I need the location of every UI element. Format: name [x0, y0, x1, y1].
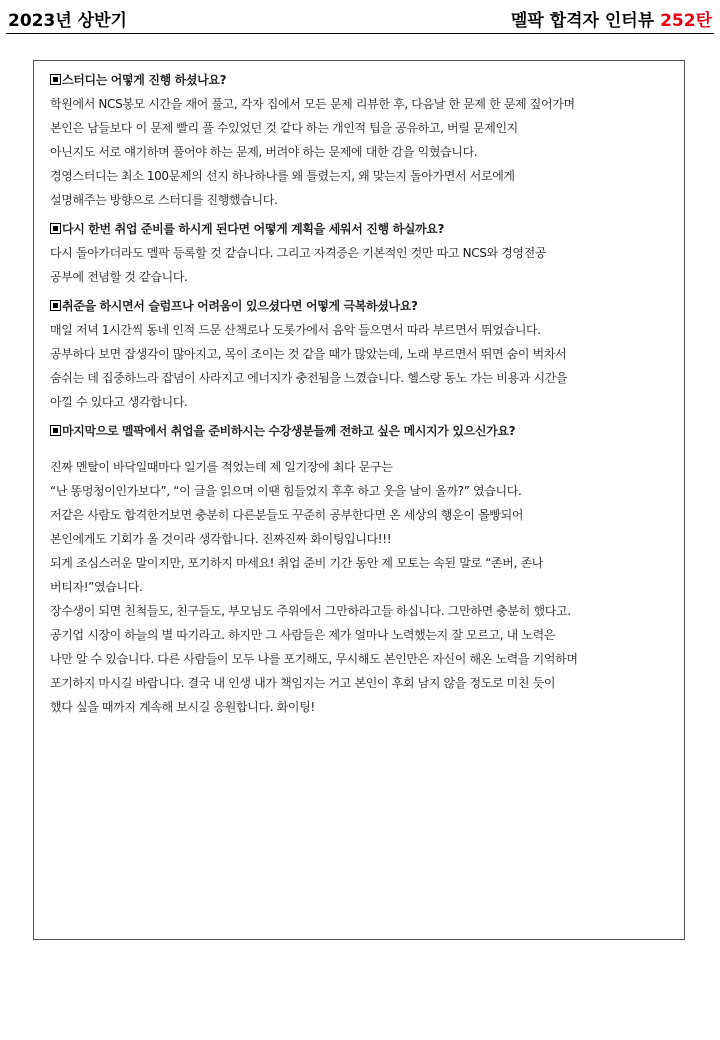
square-bullet-icon	[50, 223, 61, 234]
interview-series-label: 멜팍 합격자 인터뷰	[510, 11, 655, 31]
answer-line: 아닌지도 서로 얘기하며 풀어야 하는 문제, 버려야 하는 문제에 대한 감을 익혔습니다.	[50, 145, 478, 159]
question-heading: 마지막으로 멜팍에서 취업을 준비하시는 수강생분들께 전하고 싶은 메시지가 있으신가요?	[50, 419, 678, 443]
answer-line: 버티자!”였습니다.	[50, 580, 143, 594]
question-heading: 취준을 하시면서 슬럼프나 어려움이 있으셨다면 어떻게 극복하셨나요?	[50, 294, 678, 318]
answer-line: 공기업 시장이 하늘의 별 따기라고. 하지만 그 사람들은 제가 얼마나 노력했는지 잘 모르고, 내 노력은	[50, 628, 556, 642]
square-bullet-icon	[50, 74, 61, 85]
answer-line: 진짜 멘탈이 바닥일때마다 일기를 적었는데 제 일기장에 최다 문구는	[50, 460, 393, 474]
answer-line: 본인은 남들보다 이 문제 빨리 풀 수있었던 것 같다 하는 개인적 팁을 공유하고, 버릴 문제인지	[50, 121, 518, 135]
answer-line: 매일 저녁 1시간씩 동네 인적 드문 산책로나 도롯가에서 음악 들으면서 따라 부르면서 뛰었습니다.	[50, 323, 541, 337]
answer-line: 공부에 전념할 것 같습니다.	[50, 270, 188, 284]
header-divider	[6, 33, 714, 34]
answer-line: 학원에서 NCS봉모 시간을 재어 풀고, 각자 집에서 모든 문제 리뷰한 후, 다음날 한 문제 한 문제 짚어가며	[50, 97, 575, 111]
answer-line: 저같은 사람도 합격한거보면 충분히 다른분들도 꾸준히 공부한다면 온 세상의 행운이 몰빵되어	[50, 508, 524, 522]
answer-line: 포기하지 마시길 바랍니다. 결국 내 인생 내가 책임지는 거고 본인이 후회 남지 않을 정도로 미친 듯이	[50, 676, 556, 690]
answer-line: 공부하다 보면 잡생각이 많아지고, 목이 조이는 것 같을 때가 많았는데, 노래 부르면서 뛰면 숨이 벅차서	[50, 347, 567, 361]
answer-line: 장수생이 되면 친척들도, 친구들도, 부모님도 주위에서 그만하라고들 하십니다. 그만하면 충분히 했다고.	[50, 604, 571, 618]
interview-number: 252탄	[660, 11, 712, 31]
interview-title	[511, 6, 712, 31]
answer-line: 했다 싶을 때까지 계속해 보시길 응원합니다. 화이팅!	[50, 700, 315, 714]
answer-line: 본인에게도 기회가 올 것이라 생각합니다. 진짜진짜 화이팅입니다!!!	[50, 532, 392, 546]
answer-line: 숨쉬는 데 집중하느라 잡념이 사라지고 에너지가 충전됨을 느꼈습니다. 헬스랑 동노 가는 비용과 시간을	[50, 371, 568, 385]
answer-line: 설명해주는 방향으로 스터디를 진행했습니다.	[50, 193, 278, 207]
answer-line: 경영스터디는 최소 100문제의 선지 하나하나를 왜 틀렸는지, 왜 맞는지 돌아가면서 서로에게	[50, 169, 515, 183]
answer-line: 되게 조심스러운 말이지만, 포기하지 마세요! 취업 준비 기간 동안 제 모토는 속된 말로 “존버, 존나	[50, 556, 543, 570]
page-header	[0, 0, 720, 34]
answer-line: 나만 알 수 있습니다. 다른 사람들이 모두 나를 포기해도, 무시해도 본인만은 자신이 해온 노력을 기억하며	[50, 652, 578, 666]
semester-title: 2023년 상반기	[8, 11, 127, 31]
answer-line: 아낄 수 있다고 생각합니다.	[50, 395, 188, 409]
answer-line: 다시 돌아가더라도 멜팍 등록할 것 같습니다. 그리고 자격증은 기본적인 것만 따고 NCS와 경영전공	[50, 246, 547, 260]
square-bullet-icon	[50, 300, 61, 311]
question-heading: 다시 한번 취업 준비를 하시게 된다면 어떻게 계획을 세워서 진행 하실까요?	[50, 217, 678, 241]
answer-line: “난 똥멍청이인가보다”, “이 글을 읽으며 이땐 힘들었지 후후 하고 웃을 날이 올까?” 였습니다.	[50, 484, 522, 498]
question-heading: 스터디는 어떻게 진행 하셨나요?	[50, 68, 678, 92]
interview-content	[50, 68, 678, 719]
square-bullet-icon	[50, 425, 61, 436]
